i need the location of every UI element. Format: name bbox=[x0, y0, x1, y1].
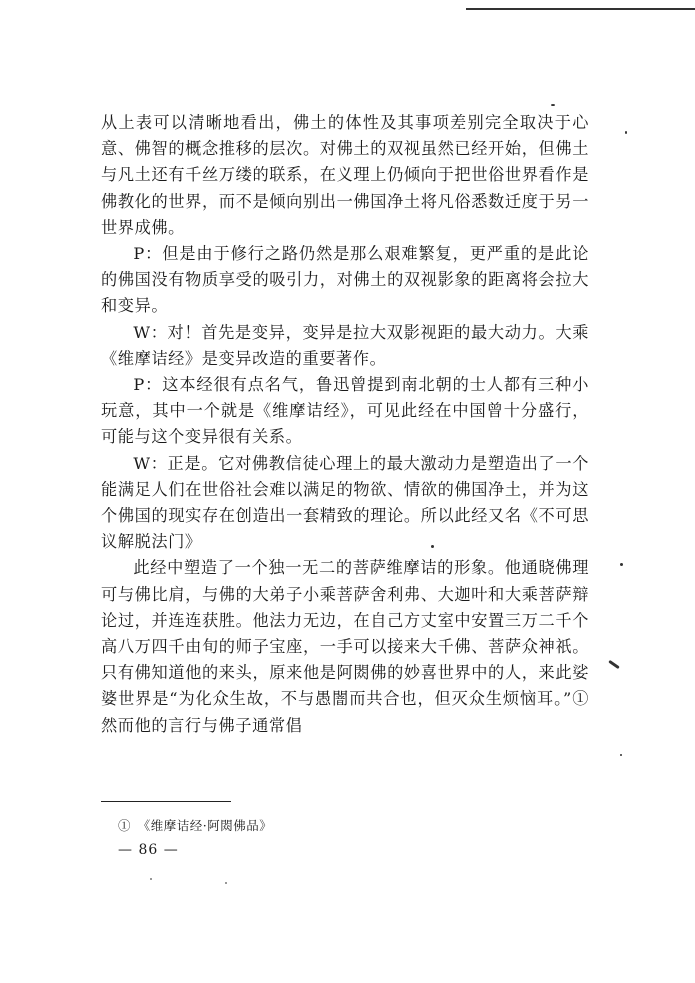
top-edge-rule bbox=[466, 8, 695, 10]
scan-speck bbox=[608, 660, 620, 669]
scan-speck bbox=[150, 878, 152, 880]
body-text bbox=[101, 110, 589, 739]
scan-speck bbox=[625, 131, 627, 134]
scan-speck bbox=[431, 545, 434, 548]
footnote: ① 《维摩诘经·阿閦佛品》 bbox=[118, 818, 273, 833]
scan-speck bbox=[620, 563, 623, 566]
scan-speck bbox=[225, 882, 227, 884]
scan-speck bbox=[620, 754, 622, 756]
paragraph-4: P：这本经很有点名气，鲁迅曾提到南北朝的士人都有三种小玩意，其中一个就是《维摩诘经》，可见此经在中国曾十分盛行，可能与这个变异很有关系。 bbox=[101, 375, 589, 447]
footnote-divider bbox=[101, 801, 231, 802]
paragraph-3: W：对！首先是变异，变异是拉大双影视距的最大动力。大乘《维摩诘经》是变异改造的重要著作。 bbox=[101, 322, 589, 368]
scan-speck bbox=[551, 104, 555, 106]
paragraph-1: 从上表可以清晰地看出，佛土的体性及其事项差别完全取决于心意、佛智的概念推移的层次。对佛土的双视虽然已经开始，但佛土与凡土还有千丝万缕的联系，在义理上仍倾向于把世俗世界看作是佛教化的世界，而不是倾向别出一佛国净土将凡俗悉数迁度于另一世界成佛。 bbox=[101, 113, 589, 237]
paragraph-2: P：但是由于修行之路仍然是那么艰难繁复，更严重的是此论的佛国没有物质享受的吸引力，对佛土的双视影象的距离将会拉大和变异。 bbox=[101, 244, 589, 316]
paragraph-6: 此经中塑造了一个独一无二的菩萨维摩诘的形象。他通晓佛理可与佛比肩，与佛的大弟子小乘菩萨舍利弗、大迦叶和大乘菩萨辩论过，并连连获胜。他法力无边，在自己方丈室中安置三万二千个高八万四千由旬的师子宝座，一手可以接来大千佛、菩萨众神祇。只有佛知道他的来头，原来他是阿閦佛的妙喜世界中的人，来此娑婆世界是“为化众生故，不与愚闇而共合也，但灭众生烦恼耳。”①然而他的言行与佛子通常倡 bbox=[101, 558, 589, 735]
page-number: — 86 — bbox=[118, 842, 179, 858]
paragraph-5: W：正是。它对佛教信徒心理上的最大激动力是塑造出了一个能满足人们在世俗社会难以满足的物欲、情欲的佛国净土，并为这个佛国的现实存在创造出一套精致的理论。所以此经又名《不可思议解脱法门》 bbox=[101, 453, 589, 552]
